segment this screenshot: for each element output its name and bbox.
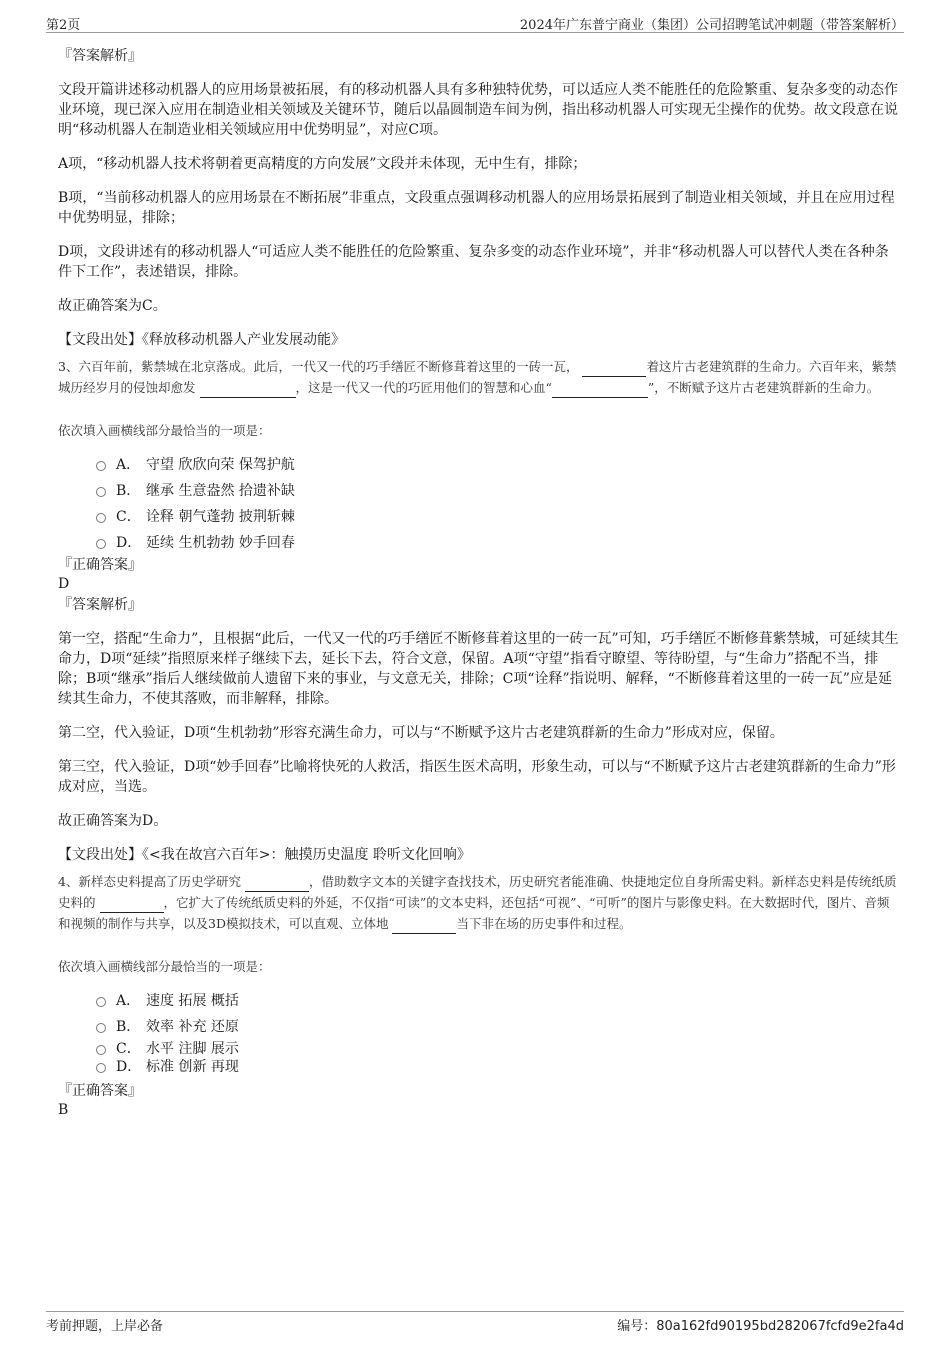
option-letter: A． [116,457,141,473]
stem-text: 4、新样态史料提高了历史学研究 [58,874,241,889]
stem-text: ”，不断赋予这片古老建筑群新的生命力。 [647,380,880,395]
answer-title: 『正确答案』 [58,557,142,573]
fill-blank [392,919,456,934]
radio-icon[interactable] [96,997,106,1007]
option-b[interactable] [96,1013,900,1039]
radio-icon[interactable] [96,461,106,471]
option-text: 守望 欣欣向荣 保驾护航 [146,457,295,473]
analysis-paragraph: 第二空，代入验证，D项“生机勃勃”形容充满生命力，可以与“不断赋予这片古老建筑群新的生命力”形成对应，保留。 [58,725,784,741]
analysis-title: 『答案解析』 [58,48,142,64]
analysis-conclusion: 故正确答案为D。 [58,813,168,829]
option-text: 标准 创新 再现 [146,1059,239,1075]
option-text: 速度 拓展 概括 [146,993,239,1009]
analysis-paragraph: 第三空，代入验证，D项“妙手回春”比喻将快死的人救活，指医生医术高明，形象生动，可以与“不断赋予这片古老建筑群新的生命力”形成对应，当选。 [58,759,896,795]
option-b[interactable] [96,477,900,503]
option-letter: B． [116,1019,141,1035]
option-text: 诠释 朝气蓬勃 披荆斩棘 [146,509,295,525]
question-prompt: 依次填入画横线部分最恰当的一项是： [58,423,271,438]
stem-text: ，借助数字文本的关键字查找技术，历史研究者能准确、快捷地定位自身所需史料。新样态史料是传统纸质史料的 [58,874,897,910]
analysis-paragraph: 第一空，搭配“生命力”，且根据“此后，一代又一代的巧手缮匠不断修葺着这里的一砖一瓦”可知，巧手缮匠不断修葺紫禁城，可延续其生命力，D项“延续”指照原来样子继续下去，延长下去，符合文意，保留。A项“守望”指看守瞭望、等待盼望，与“生命力”搭配不当，排除；B项“继承”指后人继续做前人遗留下来的事业，与文意无关，排除；C项“诠释”指说明、解释，“不断修葺着这里的一砖一瓦”应是延续其生命力，不使其落败，而非解释，排除。 [58,631,899,707]
stem-text: ，这是一代又一代的巧匠用他们的智慧和心血“ [295,380,552,395]
analysis-paragraph: B项，“当前移动机器人的应用场景在不断拓展”非重点，文段重点强调移动机器人的应用场景拓展到了制造业相关领域，并且在应用过程中优势明显，排除； [58,190,895,226]
stem-text: 3、六百年前，紫禁城在北京落成。此后，一代又一代的巧手缮匠不断修葺着这里的一砖一瓦， [58,359,579,374]
radio-icon[interactable] [96,539,106,549]
analysis-paragraph: A项，“移动机器人技术将朝着更高精度的方向发展”文段并未体现，无中生有，排除； [58,156,587,172]
radio-icon[interactable] [96,1063,106,1073]
option-list [96,987,900,1075]
option-letter: C． [116,509,141,525]
option-text: 延续 生机勃勃 妙手回春 [146,535,295,551]
answer-title: 『正确答案』 [58,1083,142,1099]
page-footer [46,1311,904,1336]
question-stem [58,356,900,398]
option-letter: A． [116,993,141,1009]
analysis-paragraph: D项，文段讲述有的移动机器人“可适应人类不能胜任的危险繁重、复杂多变的动态作业环境”，并非“移动机器人可以替代人类在各种条件下工作”，表述错误，排除。 [58,244,889,280]
document-title: 2024年广东普宁商业（集团）公司招聘笔试冲刺题（带答案解析） [519,18,904,33]
option-letter: B． [116,483,141,499]
document-code: 编号：80a162fd90195bd282067fcfd9e2fa4d [617,1319,904,1334]
option-letter: D． [116,1059,142,1075]
option-a[interactable] [96,987,900,1013]
question-prompt: 依次填入画横线部分最恰当的一项是： [58,959,271,974]
correct-answer: D [58,576,70,592]
radio-icon[interactable] [96,487,106,497]
option-d[interactable] [96,529,900,555]
analysis-conclusion: 故正确答案为C。 [58,298,167,314]
source-citation: 【文段出处】《释放移动机器人产业发展动能》 [58,332,345,348]
fill-blank [552,383,648,398]
correct-answer: B [58,1102,69,1118]
option-text: 继承 生意盎然 拾遗补缺 [146,483,295,499]
footer-slogan: 考前押题，上岸必备 [46,1319,164,1334]
radio-icon[interactable] [96,1023,106,1033]
page-content [58,46,900,1119]
question-stem [58,871,900,934]
option-letter: D． [116,535,142,551]
option-text: 效率 补充 还原 [146,1019,239,1035]
analysis-paragraph: 文段开篇讲述移动机器人的应用场景被拓展，有的移动机器人具有多种独特优势，可以适应人类不能胜任的危险繁重、复杂多变的动态作业环境，现已深入应用在制造业相关领域及关键环节，随后以晶圆制造车间为例，指出移动机器人可实现无尘操作的优势。故文段意在说明“移动机器人在制造业相关领域应用中优势明显”，对应C项。 [58,82,898,138]
option-d[interactable] [96,1057,900,1075]
stem-text: 当下非在场的历史事件和过程。 [456,916,632,931]
stem-text: 着这片古老建筑群的生命力。六百年来，紫禁城历经岁月的侵蚀却愈发 [58,359,897,395]
option-letter: C． [116,1041,141,1057]
stem-text: ，它扩大了传统纸质史料的外延，不仅指“可读”的文本史料，还包括“可视”、“可听”的图片与影像史料。在大数据时代，图片、音频和视频的制作与共享，以及3D模拟技术，可以直观、立体地 [58,895,890,931]
source-citation: 【文段出处】《<我在故宫六百年>：触摸历史温度 聆听文化回响》 [58,847,471,863]
radio-icon[interactable] [96,513,106,523]
option-c[interactable] [96,503,900,529]
option-a[interactable] [96,451,900,477]
page-header [46,10,904,33]
option-list [96,451,900,555]
option-text: 水平 注脚 展示 [146,1041,239,1057]
fill-blank [200,383,296,398]
fill-blank [100,898,164,913]
fill-blank [582,362,646,377]
analysis-title: 『答案解析』 [58,597,142,613]
radio-icon[interactable] [96,1045,106,1055]
fill-blank [245,877,309,892]
page-number: 第2页 [46,18,81,33]
option-c[interactable] [96,1039,900,1057]
